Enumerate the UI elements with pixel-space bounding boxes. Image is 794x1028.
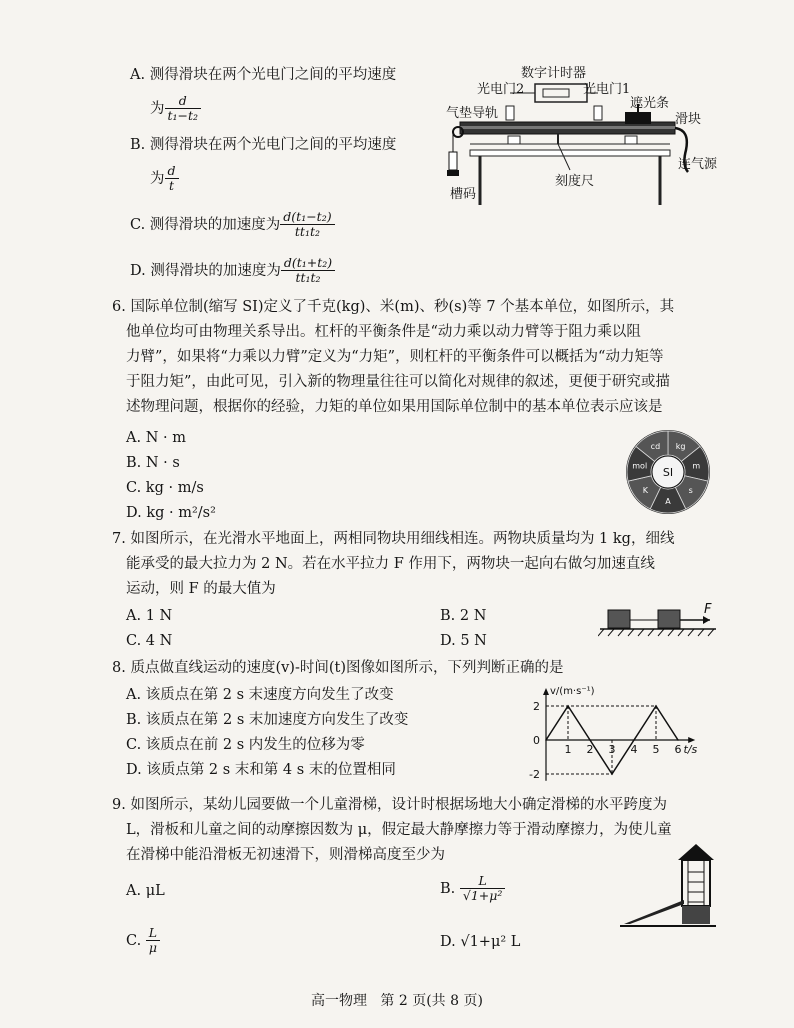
vt-data-point bbox=[611, 773, 613, 775]
q9-option-c-label: C. bbox=[126, 932, 142, 949]
x-axis-label: t/s bbox=[683, 743, 698, 756]
q9-stem-line2: L，滑板和儿童之间的动摩擦因数为 μ，假定最大静摩擦力等于滑动摩擦力，为使儿童 bbox=[126, 822, 672, 838]
q6-stem-line1: 6. 国际单位制(缩写 SI)定义了千克(kg)、米(m)、秒(s)等 7 个基本单位，如图所示，其 bbox=[112, 299, 675, 315]
fraction-numerator: d bbox=[165, 94, 202, 109]
fraction-numerator: L bbox=[146, 926, 160, 941]
q8-vt-chart bbox=[520, 684, 700, 784]
si-unit-label: m bbox=[692, 461, 701, 471]
q5-option-c-fraction bbox=[280, 210, 334, 240]
vt-data-point bbox=[545, 739, 547, 741]
q5-option-b-text: B. 测得滑块在两个光电门之间的平均速度 bbox=[130, 137, 397, 153]
fraction-denominator: √1+μ² bbox=[462, 888, 503, 904]
q7-option-d[interactable]: D. 5 N bbox=[440, 633, 487, 649]
x-tick-label: 4 bbox=[630, 743, 638, 756]
x-tick-label: 5 bbox=[652, 743, 660, 756]
vt-data-point bbox=[589, 739, 591, 741]
slide-board bbox=[624, 900, 684, 924]
q5-option-a[interactable] bbox=[130, 68, 396, 83]
fraction-numerator: d(t₁+t₂) bbox=[281, 256, 335, 271]
label-ruler: 刻度尺 bbox=[555, 174, 595, 189]
fraction-numerator: d(t₁−t₂) bbox=[280, 210, 334, 225]
q5-option-b-fraction bbox=[165, 164, 179, 194]
page-footer: 高一物理 第 2 页(共 8 页) bbox=[311, 993, 483, 1009]
hanging-weight bbox=[449, 152, 457, 170]
vt-data-point bbox=[633, 739, 635, 741]
q5-option-a-cont bbox=[150, 94, 201, 124]
x-tick-label: 6 bbox=[674, 743, 682, 756]
q7-option-c[interactable]: C. 4 N bbox=[126, 633, 173, 649]
x-tick-label: 2 bbox=[586, 743, 594, 756]
fraction-denominator: tt₁t₂ bbox=[294, 224, 320, 240]
q7-stem-line3: 运动，则 F 的最大值为 bbox=[126, 581, 276, 597]
fraction-denominator: t₁−t₂ bbox=[167, 108, 199, 124]
label-timer: 数字计时器 bbox=[521, 66, 587, 81]
fraction-denominator: tt₁t₂ bbox=[295, 270, 321, 286]
label-slider: 滑块 bbox=[675, 112, 702, 127]
si-unit-label: cd bbox=[650, 441, 661, 451]
q6-stem-line4: 于阻力矩”，由此可见，引入新的物理量往往可以简化对规律的叙述，更便于研究或描 bbox=[126, 374, 670, 390]
q9-option-c-fraction bbox=[146, 926, 160, 956]
q9-stem-line1: 9. 如图所示，某幼儿园要做一个儿童滑梯，设计时根据场地大小确定滑梯的水平跨度为 bbox=[112, 797, 667, 813]
q5-option-b-cont bbox=[150, 164, 179, 194]
q9-option-d[interactable]: D. √1+μ² L bbox=[440, 934, 521, 950]
si-unit-label: K bbox=[642, 486, 648, 496]
q8-option-a[interactable]: A. 该质点在第 2 s 末速度方向发生了改变 bbox=[126, 687, 394, 703]
q9-option-b-fraction bbox=[460, 874, 506, 904]
q8-stem-line1: 8. 质点做直线运动的速度(v)-时间(t)图像如图所示，下列判断正确的是 bbox=[112, 660, 564, 676]
y-tick-label: 0 bbox=[533, 734, 540, 747]
q5-option-d-text: D. 测得滑块的加速度为 bbox=[130, 262, 281, 279]
q5-option-b[interactable] bbox=[130, 138, 396, 153]
q9-slide-figure bbox=[618, 842, 718, 928]
q6-option-b[interactable]: B. N · s bbox=[126, 455, 180, 471]
q7-stem-line2: 能承受的最大拉力为 2 N。若在水平拉力 F 作用下，两物块一起向右做匀加速直线 bbox=[126, 556, 655, 572]
q5-option-a-text: A. 测得滑块在两个光电门之间的平均速度 bbox=[130, 67, 397, 83]
q9-stem-line3: 在滑梯中能沿滑板无初速滑下，则滑梯高度至少为 bbox=[126, 847, 445, 863]
vt-data-point bbox=[567, 705, 569, 707]
q8-option-b[interactable]: B. 该质点在第 2 s 末加速度方向发生了改变 bbox=[126, 712, 409, 728]
y-tick-label: -2 bbox=[529, 768, 540, 781]
block-left bbox=[608, 610, 630, 628]
q7-blocks-figure bbox=[598, 602, 718, 638]
q6-si-wheel-figure bbox=[624, 428, 712, 516]
q8-option-d[interactable]: D. 该质点第 2 s 末和第 4 s 末的位置相同 bbox=[126, 762, 396, 778]
si-unit-label: s bbox=[688, 486, 693, 496]
si-unit-label: mol bbox=[632, 461, 648, 471]
si-unit-label: A bbox=[665, 497, 671, 506]
fraction-numerator: L bbox=[460, 874, 506, 889]
q9-option-b-label: B. bbox=[440, 880, 456, 897]
si-unit-label: kg bbox=[675, 441, 686, 451]
q5-option-a-wei: 为 bbox=[150, 100, 165, 117]
gate-1 bbox=[594, 106, 602, 120]
gate-2 bbox=[506, 106, 514, 120]
q8-option-c[interactable]: C. 该质点在前 2 s 内发生的位移为零 bbox=[126, 737, 365, 753]
label-gate2: 光电门2 bbox=[477, 82, 525, 97]
fraction-denominator: t bbox=[168, 178, 175, 194]
slider-block bbox=[625, 112, 651, 124]
q6-option-a[interactable]: A. N · m bbox=[126, 430, 186, 446]
y-axis-label: v/(m·s⁻¹) bbox=[550, 686, 595, 697]
x-tick-label: 1 bbox=[564, 743, 572, 756]
q7-option-b[interactable]: B. 2 N bbox=[440, 608, 487, 624]
label-rail: 气垫导轨 bbox=[446, 106, 499, 121]
q7-option-a[interactable]: A. 1 N bbox=[126, 608, 173, 624]
fraction-numerator: d bbox=[165, 164, 179, 179]
vt-data-point bbox=[677, 739, 679, 741]
q6-option-d[interactable]: D. kg · m²/s² bbox=[126, 505, 216, 521]
q9-option-c[interactable] bbox=[126, 926, 160, 956]
q6-stem-line5: 述物理问题，根据你的经验，力矩的单位如果用国际单位制中的基本单位表示应该是 bbox=[126, 399, 663, 415]
q5-option-a-fraction bbox=[165, 94, 202, 124]
q5-option-c-text: C. 测得滑块的加速度为 bbox=[130, 216, 281, 233]
fraction-denominator: μ bbox=[148, 940, 158, 956]
y-axis-arrow bbox=[543, 688, 549, 695]
y-tick-label: 2 bbox=[533, 700, 540, 713]
label-weight: 槽码 bbox=[450, 187, 477, 202]
q6-stem-line2: 他单位均可由物理关系导出。杠杆的平衡条件是“动力乘以动力臂等于阻力乘以阻 bbox=[126, 324, 641, 340]
x-tick-label: 3 bbox=[608, 743, 616, 756]
q7-stem-line1: 7. 如图所示，在光滑水平地面上，两相同物块用细线相连。两物块质量均为 1 kg，细线 bbox=[112, 531, 675, 547]
force-label: F bbox=[704, 602, 712, 617]
q5-option-b-wei: 为 bbox=[150, 170, 165, 187]
q5-option-d[interactable] bbox=[130, 256, 335, 286]
q5-option-d-fraction bbox=[281, 256, 335, 286]
block-right bbox=[658, 610, 680, 628]
q6-option-c[interactable]: C. kg · m/s bbox=[126, 480, 204, 496]
q9-option-b[interactable] bbox=[440, 874, 505, 904]
q5-option-c[interactable] bbox=[130, 210, 335, 240]
si-center-label: SI bbox=[662, 466, 674, 479]
q9-option-a[interactable]: A. μL bbox=[126, 883, 165, 899]
label-source: 连气源 bbox=[678, 157, 718, 172]
q6-stem-line3: 力臂”，如果将“力乘以力臂”定义为“力矩”，则杠杆的平衡条件可以概括为“动力矩等 bbox=[126, 349, 664, 365]
label-gate1: 光电门1 bbox=[583, 82, 631, 97]
label-strip: 遮光条 bbox=[630, 96, 670, 111]
vt-data-point bbox=[655, 705, 657, 707]
